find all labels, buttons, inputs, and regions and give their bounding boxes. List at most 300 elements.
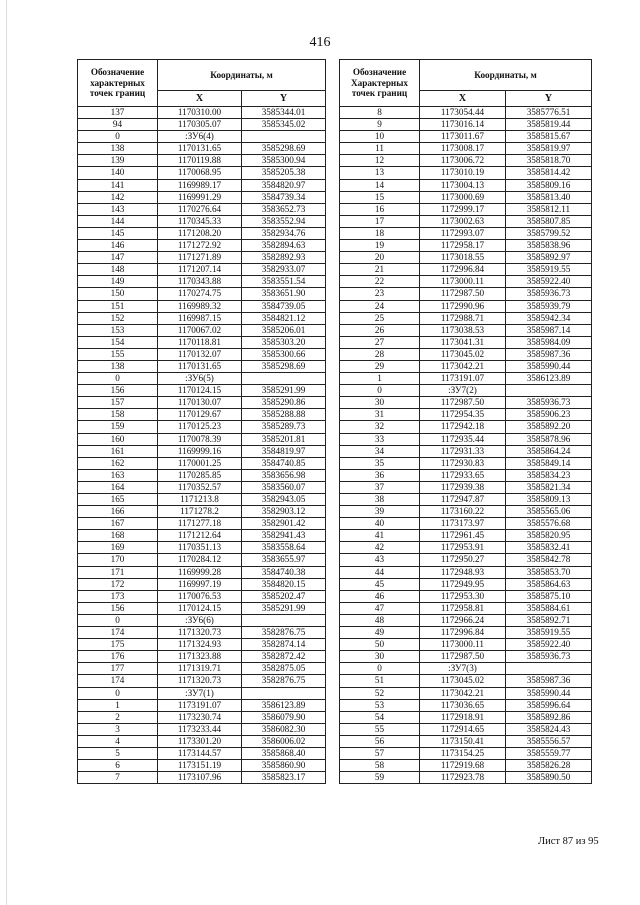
coordinates-table-right — [339, 59, 592, 784]
coord-y: 3585288.88 — [242, 409, 326, 421]
point-id: 175 — [78, 639, 158, 651]
coord-x: 1170131.65 — [158, 360, 242, 372]
coord-y: 3585818.70 — [506, 155, 592, 167]
coord-x: 1169999.28 — [158, 566, 242, 578]
table-row — [78, 651, 326, 663]
header-x: X — [158, 91, 242, 107]
coord-y: 3585206.01 — [242, 324, 326, 336]
table-row — [340, 566, 592, 578]
point-id: 24 — [340, 300, 420, 312]
point-id: 0 — [78, 131, 158, 143]
coord-x: 1169989.32 — [158, 300, 242, 312]
coord-y: 3585559.77 — [506, 747, 592, 759]
coord-x: 1171212.64 — [158, 530, 242, 542]
coord-y: 3586123.89 — [506, 373, 592, 385]
coord-x: 1172935.44 — [420, 433, 506, 445]
point-id: 47 — [340, 602, 420, 614]
coord-y: 3585936.73 — [506, 397, 592, 409]
coord-y: 3585344.01 — [242, 107, 326, 119]
coord-y: 3585345.02 — [242, 119, 326, 131]
coord-x: 1171272.92 — [158, 240, 242, 252]
coord-x: 1170124.15 — [158, 602, 242, 614]
table-row — [78, 360, 326, 372]
coord-x: 1172993.07 — [420, 227, 506, 239]
table-body-right — [340, 107, 592, 784]
point-id: 170 — [78, 554, 158, 566]
coord-y: 3585565.06 — [506, 506, 592, 518]
coord-x: :ЗУ7(2) — [420, 385, 506, 397]
table-row — [78, 469, 326, 481]
coord-y: 3585838.96 — [506, 240, 592, 252]
coord-y: 3585864.24 — [506, 445, 592, 457]
coord-x: 1171319.71 — [158, 663, 242, 675]
coord-x: 1172954.35 — [420, 409, 506, 421]
table-row — [78, 723, 326, 735]
table-row — [78, 627, 326, 639]
coord-y: 3585892.20 — [506, 421, 592, 433]
table-row — [78, 288, 326, 300]
coord-y: 3585824.43 — [506, 723, 592, 735]
coord-y: 3583558.64 — [242, 542, 326, 554]
table-row — [78, 143, 326, 155]
coord-y: 3583551.54 — [242, 276, 326, 288]
point-id: 94 — [78, 119, 158, 131]
coord-x: 1173016.14 — [420, 119, 506, 131]
coord-y: 3585289.73 — [242, 421, 326, 433]
coord-y: 3585821.34 — [506, 481, 592, 493]
point-id: 169 — [78, 542, 158, 554]
table-row — [340, 445, 592, 457]
header-points-label: Обозначение Характерных точек границ — [340, 60, 420, 107]
point-id: 159 — [78, 421, 158, 433]
header-x: X — [420, 91, 506, 107]
coord-x: 1170284.12 — [158, 554, 242, 566]
coord-y: 3585996.64 — [506, 699, 592, 711]
table-row — [78, 227, 326, 239]
coord-y: 3585922.40 — [506, 639, 592, 651]
table-row — [78, 276, 326, 288]
point-id: 27 — [340, 336, 420, 348]
point-id: 171 — [78, 566, 158, 578]
coord-x: 1169987.15 — [158, 312, 242, 324]
coord-x: 1173018.55 — [420, 252, 506, 264]
table-row — [78, 252, 326, 264]
table-row — [340, 373, 592, 385]
coord-y: 3585303.20 — [242, 336, 326, 348]
table-row — [340, 143, 592, 155]
point-id: 157 — [78, 397, 158, 409]
table-row — [340, 663, 592, 675]
coord-x: 1172947.87 — [420, 494, 506, 506]
table-row — [78, 711, 326, 723]
table-row — [78, 554, 326, 566]
table-row — [78, 518, 326, 530]
table-row — [340, 506, 592, 518]
point-id: 158 — [78, 409, 158, 421]
coord-y: 3585936.73 — [506, 288, 592, 300]
coord-y: 3582876.75 — [242, 627, 326, 639]
point-id: 10 — [340, 131, 420, 143]
point-id: 18 — [340, 227, 420, 239]
coord-x: 1172999.17 — [420, 203, 506, 215]
coord-x: 1171324.93 — [158, 639, 242, 651]
coord-y: 3585291.99 — [242, 602, 326, 614]
coord-x: :ЗУ6(4) — [158, 131, 242, 143]
coord-y: 3583651.90 — [242, 288, 326, 300]
coord-y: 3586079.90 — [242, 711, 326, 723]
point-id: 1 — [340, 373, 420, 385]
table-row — [340, 409, 592, 421]
coord-x: 1170305.07 — [158, 119, 242, 131]
coord-y: 3582894.63 — [242, 240, 326, 252]
point-id: 57 — [340, 747, 420, 759]
coord-y — [242, 373, 326, 385]
point-id: 141 — [78, 179, 158, 191]
table-row — [78, 167, 326, 179]
point-id: 176 — [78, 651, 158, 663]
coord-y: 3585556.57 — [506, 735, 592, 747]
coord-x: 1169997.19 — [158, 578, 242, 590]
table-row — [340, 385, 592, 397]
coord-x: 1170068.95 — [158, 167, 242, 179]
coord-x: 1173045.02 — [420, 348, 506, 360]
table-row — [340, 494, 592, 506]
table-row — [340, 627, 592, 639]
table-row — [340, 131, 592, 143]
point-id: 147 — [78, 252, 158, 264]
coord-y: 3583655.97 — [242, 554, 326, 566]
table-row — [340, 191, 592, 203]
coord-x: 1173006.72 — [420, 155, 506, 167]
coord-y: 3585936.73 — [506, 651, 592, 663]
coord-x: 1172930.83 — [420, 457, 506, 469]
coord-x: 1170001.25 — [158, 457, 242, 469]
point-id: 54 — [340, 711, 420, 723]
point-id: 16 — [340, 203, 420, 215]
table-row — [78, 639, 326, 651]
coord-x: 1169999.16 — [158, 445, 242, 457]
table-row — [78, 614, 326, 626]
table-row — [78, 385, 326, 397]
point-id: 22 — [340, 276, 420, 288]
coord-y: 3584820.97 — [242, 179, 326, 191]
point-id: 0 — [78, 687, 158, 699]
coord-y: 3585291.99 — [242, 385, 326, 397]
coord-x: 1172958.17 — [420, 240, 506, 252]
coord-x: 1171320.73 — [158, 675, 242, 687]
header-y: Y — [506, 91, 592, 107]
table-row — [340, 651, 592, 663]
table-row — [340, 578, 592, 590]
table-row — [340, 360, 592, 372]
coord-y: 3585884.61 — [506, 602, 592, 614]
point-id: 0 — [78, 373, 158, 385]
point-id: 28 — [340, 348, 420, 360]
point-id: 153 — [78, 324, 158, 336]
coord-y: 3584740.85 — [242, 457, 326, 469]
table-row — [78, 747, 326, 759]
table-row — [340, 264, 592, 276]
coord-y: 3585868.40 — [242, 747, 326, 759]
point-id: 0 — [78, 614, 158, 626]
coord-x: 1172933.65 — [420, 469, 506, 481]
coord-y: 3585300.94 — [242, 155, 326, 167]
point-id: 51 — [340, 675, 420, 687]
coord-y: 3584739.05 — [242, 300, 326, 312]
point-id: 25 — [340, 312, 420, 324]
table-row — [78, 348, 326, 360]
point-id: 145 — [78, 227, 158, 239]
coord-x: 1170276.64 — [158, 203, 242, 215]
coord-y: 3585875.10 — [506, 590, 592, 602]
coord-y: 3586123.89 — [242, 699, 326, 711]
coord-x: 1171271.89 — [158, 252, 242, 264]
coord-y: 3582874.14 — [242, 639, 326, 651]
coord-y: 3585892.71 — [506, 614, 592, 626]
table-row — [340, 203, 592, 215]
point-id: 174 — [78, 675, 158, 687]
point-id: 150 — [78, 288, 158, 300]
coord-x: 1173011.67 — [420, 131, 506, 143]
page-edge-line — [6, 0, 7, 905]
point-id: 55 — [340, 723, 420, 735]
point-id: 11 — [340, 143, 420, 155]
point-id: 12 — [340, 155, 420, 167]
coord-y: 3585809.16 — [506, 179, 592, 191]
coord-x: 1170132.07 — [158, 348, 242, 360]
coord-y: 3584739.34 — [242, 191, 326, 203]
point-id: 30 — [340, 651, 420, 663]
coord-y: 3582943.05 — [242, 494, 326, 506]
table-row — [78, 191, 326, 203]
table-row — [78, 530, 326, 542]
table-row — [78, 107, 326, 119]
point-id: 152 — [78, 312, 158, 324]
point-id: 161 — [78, 445, 158, 457]
coord-x: 1172923.78 — [420, 772, 506, 784]
coord-x: 1173041.31 — [420, 336, 506, 348]
coord-x: 1172987.50 — [420, 397, 506, 409]
coord-y: 3585987.14 — [506, 324, 592, 336]
coord-x: 1171213.8 — [158, 494, 242, 506]
coord-y: 3582941.43 — [242, 530, 326, 542]
table-row — [78, 566, 326, 578]
point-id: 5 — [78, 747, 158, 759]
coord-x: 1172919.68 — [420, 760, 506, 772]
coord-y: 3585892.97 — [506, 252, 592, 264]
table-row — [78, 203, 326, 215]
coord-x: 1169991.29 — [158, 191, 242, 203]
coord-x: 1170067.02 — [158, 324, 242, 336]
coord-x: 1171323.88 — [158, 651, 242, 663]
coord-x: 1173002.63 — [420, 215, 506, 227]
coord-y: 3585809.13 — [506, 494, 592, 506]
table-row — [340, 554, 592, 566]
coord-x: 1172961.45 — [420, 530, 506, 542]
coord-x: :ЗУ7(3) — [420, 663, 506, 675]
coord-y: 3585814.42 — [506, 167, 592, 179]
table-row — [340, 469, 592, 481]
table-row — [78, 300, 326, 312]
point-id: 142 — [78, 191, 158, 203]
coord-y: 3585819.97 — [506, 143, 592, 155]
table-row — [340, 276, 592, 288]
point-id: 15 — [340, 191, 420, 203]
table-row — [340, 227, 592, 239]
coord-y: 3585984.09 — [506, 336, 592, 348]
table-row — [340, 336, 592, 348]
table-row — [340, 602, 592, 614]
coord-x: 1173107.96 — [158, 772, 242, 784]
point-id: 6 — [78, 760, 158, 772]
point-id: 177 — [78, 663, 158, 675]
coord-x: 1172918.91 — [420, 711, 506, 723]
table-row — [340, 167, 592, 179]
table-row — [78, 119, 326, 131]
coord-x: 1170118.81 — [158, 336, 242, 348]
table-row — [340, 240, 592, 252]
point-id: 56 — [340, 735, 420, 747]
table-row — [340, 457, 592, 469]
table-row — [340, 397, 592, 409]
point-id: 35 — [340, 457, 420, 469]
coord-y: 3585942.34 — [506, 312, 592, 324]
coord-y: 3585890.50 — [506, 772, 592, 784]
page-number: 416 — [309, 35, 331, 50]
coord-x: 1172990.96 — [420, 300, 506, 312]
table-row — [78, 481, 326, 493]
point-id: 33 — [340, 433, 420, 445]
point-id: 53 — [340, 699, 420, 711]
coord-x: 1172914.65 — [420, 723, 506, 735]
point-id: 7 — [78, 772, 158, 784]
coord-x: 1172958.81 — [420, 602, 506, 614]
point-id: 0 — [340, 663, 420, 675]
coord-x: 1173008.17 — [420, 143, 506, 155]
coord-y: 3585813.40 — [506, 191, 592, 203]
point-id: 42 — [340, 542, 420, 554]
point-id: 17 — [340, 215, 420, 227]
point-id: 140 — [78, 167, 158, 179]
coord-x: 1170078.39 — [158, 433, 242, 445]
point-id: 48 — [340, 614, 420, 626]
coord-y — [242, 131, 326, 143]
coord-y: 3585823.17 — [242, 772, 326, 784]
coord-y: 3583560.07 — [242, 481, 326, 493]
table-row — [78, 457, 326, 469]
coord-y: 3585290.86 — [242, 397, 326, 409]
table-row — [78, 590, 326, 602]
coord-x: 1171320.73 — [158, 627, 242, 639]
coord-y: 3582901.42 — [242, 518, 326, 530]
table-row — [78, 336, 326, 348]
coord-x: 1173045.02 — [420, 675, 506, 687]
table-row — [340, 433, 592, 445]
coord-x: 1170310.00 — [158, 107, 242, 119]
table-row — [340, 348, 592, 360]
coord-x: 1173042.21 — [420, 360, 506, 372]
point-id: 8 — [340, 107, 420, 119]
table-row — [340, 288, 592, 300]
coord-x: 1172950.27 — [420, 554, 506, 566]
coord-x: :ЗУ7(1) — [158, 687, 242, 699]
coord-y: 3582875.05 — [242, 663, 326, 675]
coord-y: 3585832.41 — [506, 542, 592, 554]
point-id: 49 — [340, 627, 420, 639]
point-id: 50 — [340, 639, 420, 651]
coord-x: 1172948.93 — [420, 566, 506, 578]
table-row — [78, 433, 326, 445]
coord-x: 1172939.38 — [420, 481, 506, 493]
coord-y: 3585990.44 — [506, 687, 592, 699]
coord-y: 3585202.47 — [242, 590, 326, 602]
coord-y: 3585849.14 — [506, 457, 592, 469]
coord-y: 3582933.07 — [242, 264, 326, 276]
table-row — [78, 179, 326, 191]
point-id: 44 — [340, 566, 420, 578]
point-id: 26 — [340, 324, 420, 336]
coord-x: 1171208.20 — [158, 227, 242, 239]
point-id: 9 — [340, 119, 420, 131]
coord-x: 1173233.44 — [158, 723, 242, 735]
table-row — [78, 324, 326, 336]
coord-x: 1170343.88 — [158, 276, 242, 288]
coord-y: 3585300.66 — [242, 348, 326, 360]
coord-y: 3585807.85 — [506, 215, 592, 227]
coord-x: 1173144.57 — [158, 747, 242, 759]
table-row — [340, 675, 592, 687]
coord-y: 3582903.12 — [242, 506, 326, 518]
table-row — [340, 735, 592, 747]
coord-y: 3585205.38 — [242, 167, 326, 179]
coord-y: 3585878.96 — [506, 433, 592, 445]
point-id: 29 — [340, 360, 420, 372]
table-row — [340, 614, 592, 626]
coord-y: 3582876.75 — [242, 675, 326, 687]
point-id: 19 — [340, 240, 420, 252]
coord-y: 3585919.55 — [506, 627, 592, 639]
point-id: 59 — [340, 772, 420, 784]
table-row — [340, 215, 592, 227]
coord-y: 3585799.52 — [506, 227, 592, 239]
table-row — [78, 578, 326, 590]
coord-x: 1170076.53 — [158, 590, 242, 602]
point-id: 154 — [78, 336, 158, 348]
point-id: 164 — [78, 481, 158, 493]
point-id: 40 — [340, 518, 420, 530]
coord-y: 3585819.44 — [506, 119, 592, 131]
point-id: 4 — [78, 735, 158, 747]
coord-y: 3585919.55 — [506, 264, 592, 276]
point-id: 23 — [340, 288, 420, 300]
point-id: 156 — [78, 602, 158, 614]
header-coordinates-label: Координаты, м — [158, 60, 326, 91]
point-id: 45 — [340, 578, 420, 590]
point-id: 173 — [78, 590, 158, 602]
point-id: 0 — [340, 385, 420, 397]
point-id: 58 — [340, 760, 420, 772]
coord-y: 3585922.40 — [506, 276, 592, 288]
point-id: 148 — [78, 264, 158, 276]
coord-x: 1170351.13 — [158, 542, 242, 554]
coord-y: 3585826.28 — [506, 760, 592, 772]
point-id: 46 — [340, 590, 420, 602]
coord-x: 1169989.17 — [158, 179, 242, 191]
coord-y — [242, 687, 326, 699]
point-id: 151 — [78, 300, 158, 312]
coord-x: 1171207.14 — [158, 264, 242, 276]
coord-y: 3582892.93 — [242, 252, 326, 264]
